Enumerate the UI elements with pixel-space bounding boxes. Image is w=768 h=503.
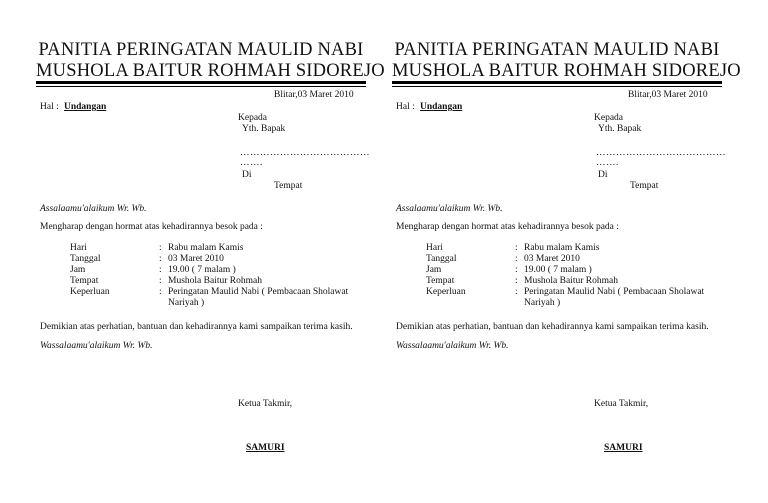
detail-sep: : (159, 276, 162, 286)
recipient-dots-cont: ……. (240, 158, 263, 168)
recipient-tempat: Tempat (274, 181, 303, 191)
detail-sep: : (159, 243, 162, 253)
header-rule-thick (36, 81, 366, 84)
header-rule-thin (36, 86, 366, 87)
closing-greeting: Wassalaamu'alaikum Wr. Wb. (396, 341, 509, 351)
detail-value-cont: Nariyah ) (524, 298, 561, 308)
opening-greeting: Assalaamu'alaikum Wr. Wb. (396, 204, 503, 214)
signer-name: SAMURI (246, 443, 285, 453)
recipient-dots-line: ………………………………… (240, 148, 370, 158)
opening-greeting: Assalaamu'alaikum Wr. Wb. (40, 204, 147, 214)
detail-label: Jam (70, 265, 86, 275)
detail-value: 03 Maret 2010 (168, 254, 224, 264)
invitation-letter-left (36, 0, 385, 503)
closing-greeting: Wassalaamu'alaikum Wr. Wb. (40, 341, 153, 351)
recipient-kepada: Kepada (238, 113, 268, 123)
detail-label: Hari (70, 243, 87, 253)
detail-sep: : (515, 254, 518, 264)
place-date: Blitar,03 Maret 2010 (274, 90, 354, 100)
invitation-letter-right (392, 0, 741, 503)
detail-label: Jam (426, 265, 442, 275)
detail-value: 19.00 ( 7 malam ) (524, 265, 592, 275)
detail-label: Tempat (426, 276, 455, 286)
detail-sep: : (515, 243, 518, 253)
detail-value: 03 Maret 2010 (524, 254, 580, 264)
letter-header (392, 40, 741, 82)
detail-value-cont: Nariyah ) (168, 298, 205, 308)
detail-sep: : (159, 265, 162, 275)
detail-sep: : (515, 276, 518, 286)
letter-header (36, 40, 385, 82)
detail-sep: : (159, 254, 162, 264)
detail-value: Peringatan Maulid Nabi ( Pembacaan Sholawat (168, 287, 349, 297)
detail-value: Rabu malam Kamis (524, 243, 600, 253)
header-line-1: PANITIA PERINGATAN MAULID NABI (38, 40, 364, 60)
detail-value: 19.00 ( 7 malam ) (168, 265, 236, 275)
detail-value: Mushola Baitur Rohmah (168, 276, 262, 286)
intro-text: Mengharap dengan hormat atas kehadirannya besok pada : (396, 222, 619, 232)
recipient-yth: Yth. Bapak (598, 124, 642, 134)
recipient-kepada: Kepada (594, 113, 624, 123)
header-line-2: MUSHOLA BAITUR ROHMAH SIDOREJO (392, 61, 741, 81)
detail-sep: : (159, 287, 162, 297)
signer-title: Ketua Takmir, (594, 399, 649, 409)
header-line-1: PANITIA PERINGATAN MAULID NABI (394, 40, 720, 60)
place-date: Blitar,03 Maret 2010 (628, 90, 708, 100)
detail-label: Tempat (70, 276, 99, 286)
detail-value: Peringatan Maulid Nabi ( Pembacaan Sholawat (524, 287, 705, 297)
recipient-di: Di (598, 170, 608, 180)
recipient-yth: Yth. Bapak (242, 124, 286, 134)
detail-label: Hari (426, 243, 443, 253)
header-rule-thick (392, 81, 722, 84)
recipient-tempat: Tempat (630, 181, 659, 191)
detail-sep: : (515, 265, 518, 275)
signer-title: Ketua Takmir, (238, 399, 293, 409)
detail-label: Keperluan (426, 287, 466, 297)
signer-name: SAMURI (604, 443, 643, 453)
detail-label: Keperluan (70, 287, 110, 297)
recipient-dots-cont: ……. (596, 158, 619, 168)
subject-value: Undangan (420, 102, 463, 112)
intro-text: Mengharap dengan hormat atas kehadirannya besok pada : (40, 222, 263, 232)
detail-label: Tanggal (426, 254, 457, 264)
detail-value: Rabu malam Kamis (168, 243, 244, 253)
header-rule-thin (392, 86, 722, 87)
subject-value: Undangan (64, 102, 107, 112)
recipient-di: Di (242, 170, 252, 180)
detail-sep: : (515, 287, 518, 297)
detail-value: Mushola Baitur Rohmah (524, 276, 618, 286)
header-line-2: MUSHOLA BAITUR ROHMAH SIDOREJO (36, 61, 385, 81)
closing-text: Demikian atas perhatian, bantuan dan kehadirannya kami sampaikan terima kasih. (396, 322, 709, 332)
subject-label: Hal : (396, 102, 415, 112)
closing-text: Demikian atas perhatian, bantuan dan kehadirannya kami sampaikan terima kasih. (40, 322, 353, 332)
subject-label: Hal : (40, 102, 59, 112)
recipient-dots-line: ………………………………… (596, 148, 726, 158)
detail-label: Tanggal (70, 254, 101, 264)
